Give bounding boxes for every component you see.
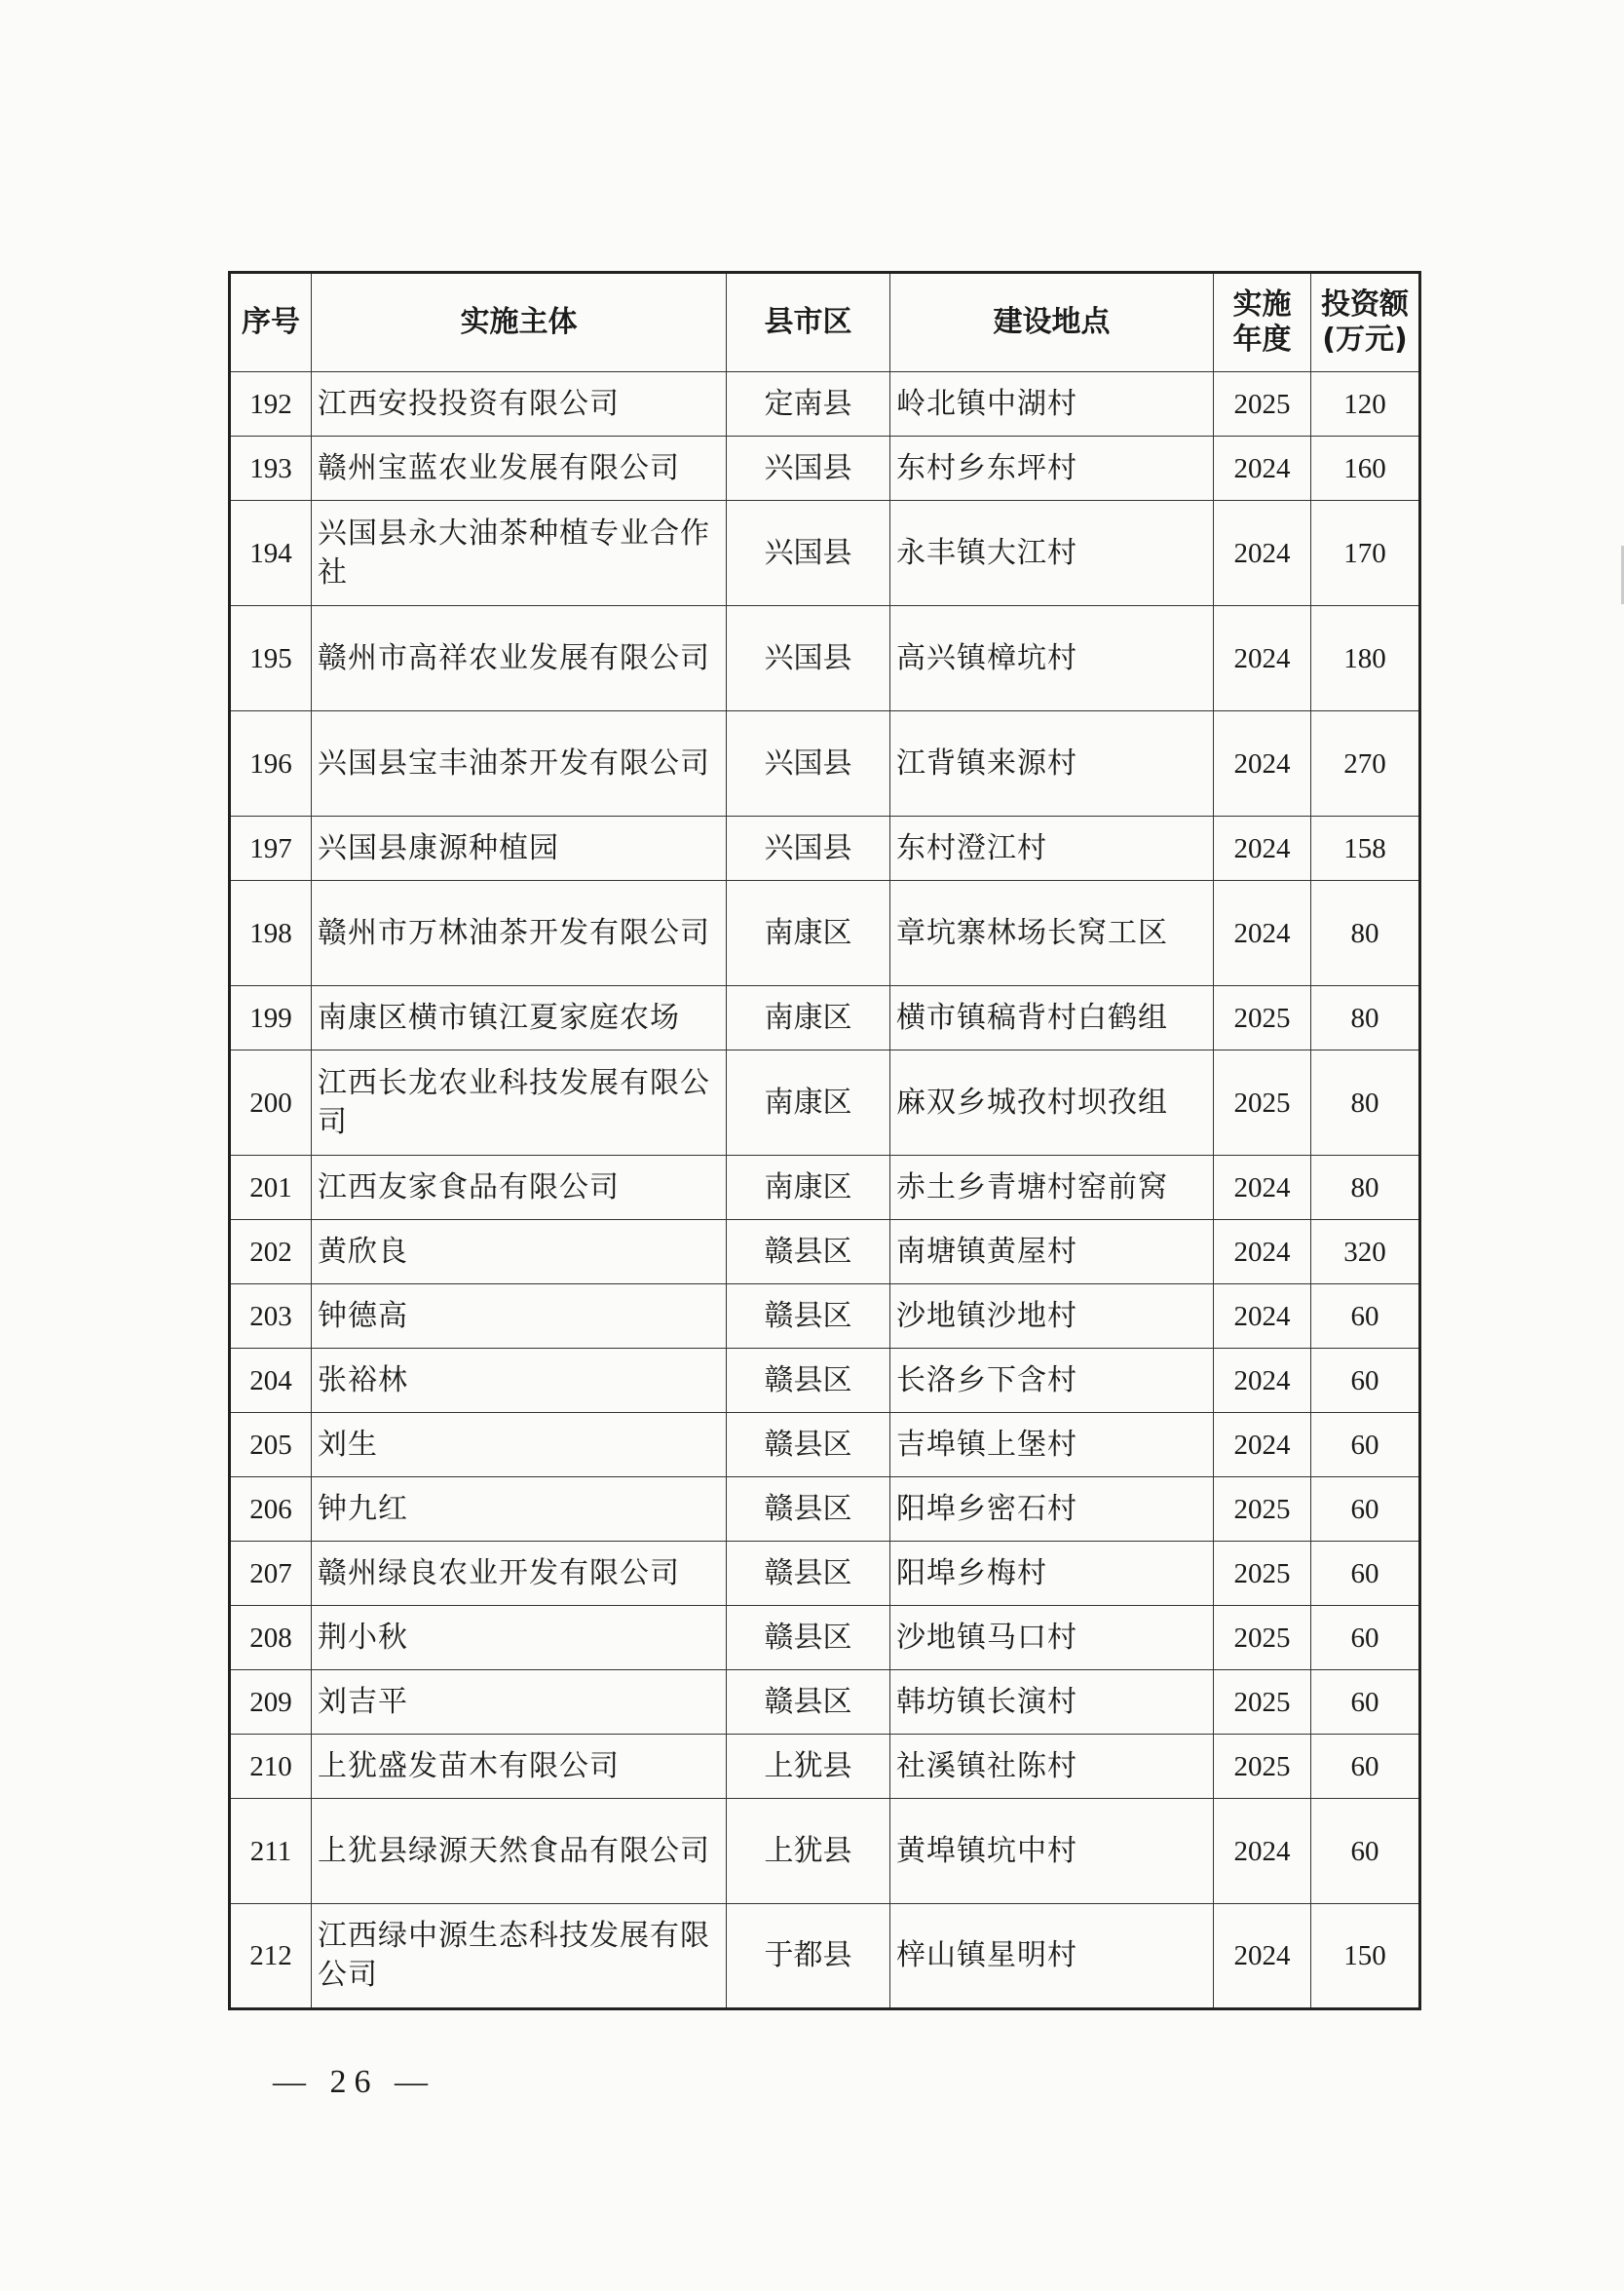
page-number: — 26 — — [273, 2064, 435, 2100]
cell-county: 赣县区 — [727, 1606, 890, 1670]
table-row — [230, 606, 1420, 711]
cell-entity: 上犹县绿源天然食品有限公司 — [312, 1799, 727, 1904]
cell-location: 麻双乡城孜村坝孜组 — [890, 1050, 1214, 1156]
cell-county: 兴国县 — [727, 437, 890, 501]
cell-county: 南康区 — [727, 1050, 890, 1156]
cell-entity: 江西绿中源生态科技发展有限公司 — [312, 1904, 727, 2009]
cell-county: 兴国县 — [727, 606, 890, 711]
cell-location: 社溪镇社陈村 — [890, 1735, 1214, 1799]
cell-amount: 158 — [1311, 817, 1420, 881]
cell-location: 高兴镇樟坑村 — [890, 606, 1214, 711]
table-row — [230, 1413, 1420, 1477]
cell-entity: 上犹盛发苗木有限公司 — [312, 1735, 727, 1799]
cell-amount: 60 — [1311, 1284, 1420, 1349]
investment-table — [228, 271, 1421, 2010]
cell-amount: 320 — [1311, 1220, 1420, 1284]
table-row — [230, 711, 1420, 817]
cell-year: 2025 — [1214, 1477, 1311, 1542]
cell-no: 203 — [230, 1284, 312, 1349]
cell-year: 2024 — [1214, 817, 1311, 881]
cell-location: 横市镇稿背村白鹤组 — [890, 986, 1214, 1050]
cell-year: 2024 — [1214, 1904, 1311, 2009]
table-row — [230, 1284, 1420, 1349]
cell-county: 兴国县 — [727, 501, 890, 606]
cell-entity: 钟九红 — [312, 1477, 727, 1542]
table-row — [230, 881, 1420, 986]
cell-year: 2024 — [1214, 881, 1311, 986]
table-header-row — [230, 273, 1420, 372]
cell-entity: 赣州市万林油茶开发有限公司 — [312, 881, 727, 986]
cell-year: 2024 — [1214, 1799, 1311, 1904]
table-row — [230, 1670, 1420, 1735]
table-row — [230, 437, 1420, 501]
cell-amount: 150 — [1311, 1904, 1420, 2009]
table-row — [230, 986, 1420, 1050]
cell-amount: 80 — [1311, 1156, 1420, 1220]
cell-year: 2024 — [1214, 1413, 1311, 1477]
cell-location: 岭北镇中湖村 — [890, 372, 1214, 437]
cell-amount: 270 — [1311, 711, 1420, 817]
cell-no: 209 — [230, 1670, 312, 1735]
cell-entity: 赣州宝蓝农业发展有限公司 — [312, 437, 727, 501]
cell-no: 201 — [230, 1156, 312, 1220]
cell-county: 上犹县 — [727, 1799, 890, 1904]
cell-entity: 钟德高 — [312, 1284, 727, 1349]
cell-entity: 江西友家食品有限公司 — [312, 1156, 727, 1220]
table-row — [230, 501, 1420, 606]
cell-county: 兴国县 — [727, 817, 890, 881]
cell-no: 197 — [230, 817, 312, 881]
cell-county: 兴国县 — [727, 711, 890, 817]
table-row — [230, 1542, 1420, 1606]
table-row — [230, 1050, 1420, 1156]
cell-entity: 刘吉平 — [312, 1670, 727, 1735]
cell-location: 沙地镇马口村 — [890, 1606, 1214, 1670]
cell-no: 194 — [230, 501, 312, 606]
table-row — [230, 1156, 1420, 1220]
cell-amount: 120 — [1311, 372, 1420, 437]
cell-entity: 刘生 — [312, 1413, 727, 1477]
cell-entity: 江西安投投资有限公司 — [312, 372, 727, 437]
cell-no: 199 — [230, 986, 312, 1050]
cell-no: 207 — [230, 1542, 312, 1606]
cell-year: 2025 — [1214, 1050, 1311, 1156]
cell-location: 永丰镇大江村 — [890, 501, 1214, 606]
cell-year: 2024 — [1214, 1349, 1311, 1413]
cell-amount: 80 — [1311, 881, 1420, 986]
cell-year: 2024 — [1214, 606, 1311, 711]
cell-entity: 兴国县康源种植园 — [312, 817, 727, 881]
cell-amount: 60 — [1311, 1735, 1420, 1799]
header-entity: 实施主体 — [312, 273, 727, 372]
table-row — [230, 1904, 1420, 2009]
header-year-line2: 年度 — [1232, 323, 1292, 357]
cell-amount: 60 — [1311, 1349, 1420, 1413]
cell-year: 2024 — [1214, 1156, 1311, 1220]
cell-year: 2025 — [1214, 372, 1311, 437]
cell-year: 2024 — [1214, 437, 1311, 501]
cell-year: 2025 — [1214, 1542, 1311, 1606]
cell-county: 南康区 — [727, 881, 890, 986]
cell-county: 上犹县 — [727, 1735, 890, 1799]
cell-year: 2025 — [1214, 986, 1311, 1050]
header-county: 县市区 — [727, 273, 890, 372]
cell-no: 205 — [230, 1413, 312, 1477]
cell-location: 沙地镇沙地村 — [890, 1284, 1214, 1349]
cell-entity: 赣州绿良农业开发有限公司 — [312, 1542, 727, 1606]
cell-location: 吉埠镇上堡村 — [890, 1413, 1214, 1477]
cell-entity: 南康区横市镇江夏家庭农场 — [312, 986, 727, 1050]
cell-entity: 兴国县宝丰油茶开发有限公司 — [312, 711, 727, 817]
cell-location: 阳埠乡梅村 — [890, 1542, 1214, 1606]
cell-county: 赣县区 — [727, 1477, 890, 1542]
cell-county: 南康区 — [727, 1156, 890, 1220]
cell-no: 212 — [230, 1904, 312, 2009]
cell-amount: 60 — [1311, 1799, 1420, 1904]
cell-no: 202 — [230, 1220, 312, 1284]
cell-entity: 赣州市高祥农业发展有限公司 — [312, 606, 727, 711]
cell-year: 2025 — [1214, 1670, 1311, 1735]
cell-no: 208 — [230, 1606, 312, 1670]
cell-amount: 160 — [1311, 437, 1420, 501]
cell-location: 江背镇来源村 — [890, 711, 1214, 817]
table-row — [230, 817, 1420, 881]
table-row — [230, 1799, 1420, 1904]
cell-amount: 60 — [1311, 1670, 1420, 1735]
cell-no: 204 — [230, 1349, 312, 1413]
cell-no: 200 — [230, 1050, 312, 1156]
cell-county: 定南县 — [727, 372, 890, 437]
cell-location: 章坑寨林场长窝工区 — [890, 881, 1214, 986]
cell-no: 210 — [230, 1735, 312, 1799]
table-row — [230, 1735, 1420, 1799]
cell-county: 赣县区 — [727, 1542, 890, 1606]
table-row — [230, 372, 1420, 437]
cell-entity: 兴国县永大油茶种植专业合作社 — [312, 501, 727, 606]
header-amount-line2: (万元) — [1322, 323, 1408, 357]
cell-location: 东村澄江村 — [890, 817, 1214, 881]
header-year-line1: 实施 — [1232, 287, 1292, 322]
cell-no: 195 — [230, 606, 312, 711]
cell-no: 192 — [230, 372, 312, 437]
cell-location: 南塘镇黄屋村 — [890, 1220, 1214, 1284]
cell-amount: 80 — [1311, 1050, 1420, 1156]
table-row — [230, 1606, 1420, 1670]
cell-amount: 60 — [1311, 1413, 1420, 1477]
cell-year: 2025 — [1214, 1735, 1311, 1799]
cell-county: 赣县区 — [727, 1284, 890, 1349]
cell-county: 赣县区 — [727, 1670, 890, 1735]
cell-amount: 170 — [1311, 501, 1420, 606]
cell-year: 2024 — [1214, 1220, 1311, 1284]
header-year — [1214, 273, 1311, 372]
cell-county: 赣县区 — [727, 1413, 890, 1477]
cell-amount: 60 — [1311, 1477, 1420, 1542]
cell-entity: 黄欣良 — [312, 1220, 727, 1284]
cell-no: 193 — [230, 437, 312, 501]
cell-amount: 60 — [1311, 1606, 1420, 1670]
cell-no: 211 — [230, 1799, 312, 1904]
cell-county: 于都县 — [727, 1904, 890, 2009]
cell-no: 198 — [230, 881, 312, 986]
cell-county: 赣县区 — [727, 1220, 890, 1284]
header-amount — [1311, 273, 1420, 372]
cell-amount: 80 — [1311, 986, 1420, 1050]
cell-year: 2024 — [1214, 501, 1311, 606]
cell-no: 196 — [230, 711, 312, 817]
cell-entity: 荆小秋 — [312, 1606, 727, 1670]
cell-no: 206 — [230, 1477, 312, 1542]
cell-location: 赤土乡青塘村窑前窝 — [890, 1156, 1214, 1220]
cell-location: 阳埠乡密石村 — [890, 1477, 1214, 1542]
cell-location: 梓山镇星明村 — [890, 1904, 1214, 2009]
cell-year: 2025 — [1214, 1606, 1311, 1670]
header-location: 建设地点 — [890, 273, 1214, 372]
table-row — [230, 1349, 1420, 1413]
cell-year: 2024 — [1214, 711, 1311, 817]
header-no: 序号 — [230, 273, 312, 372]
cell-entity: 张裕林 — [312, 1349, 727, 1413]
cell-amount: 60 — [1311, 1542, 1420, 1606]
header-amount-line1: 投资额 — [1321, 287, 1409, 322]
cell-year: 2024 — [1214, 1284, 1311, 1349]
cell-location: 韩坊镇长演村 — [890, 1670, 1214, 1735]
cell-amount: 180 — [1311, 606, 1420, 711]
cell-location: 长洛乡下含村 — [890, 1349, 1214, 1413]
cell-entity: 江西长龙农业科技发展有限公司 — [312, 1050, 727, 1156]
cell-location: 黄埠镇坑中村 — [890, 1799, 1214, 1904]
cell-county: 赣县区 — [727, 1349, 890, 1413]
cell-location: 东村乡东坪村 — [890, 437, 1214, 501]
cell-county: 南康区 — [727, 986, 890, 1050]
table-row — [230, 1477, 1420, 1542]
table-row — [230, 1220, 1420, 1284]
